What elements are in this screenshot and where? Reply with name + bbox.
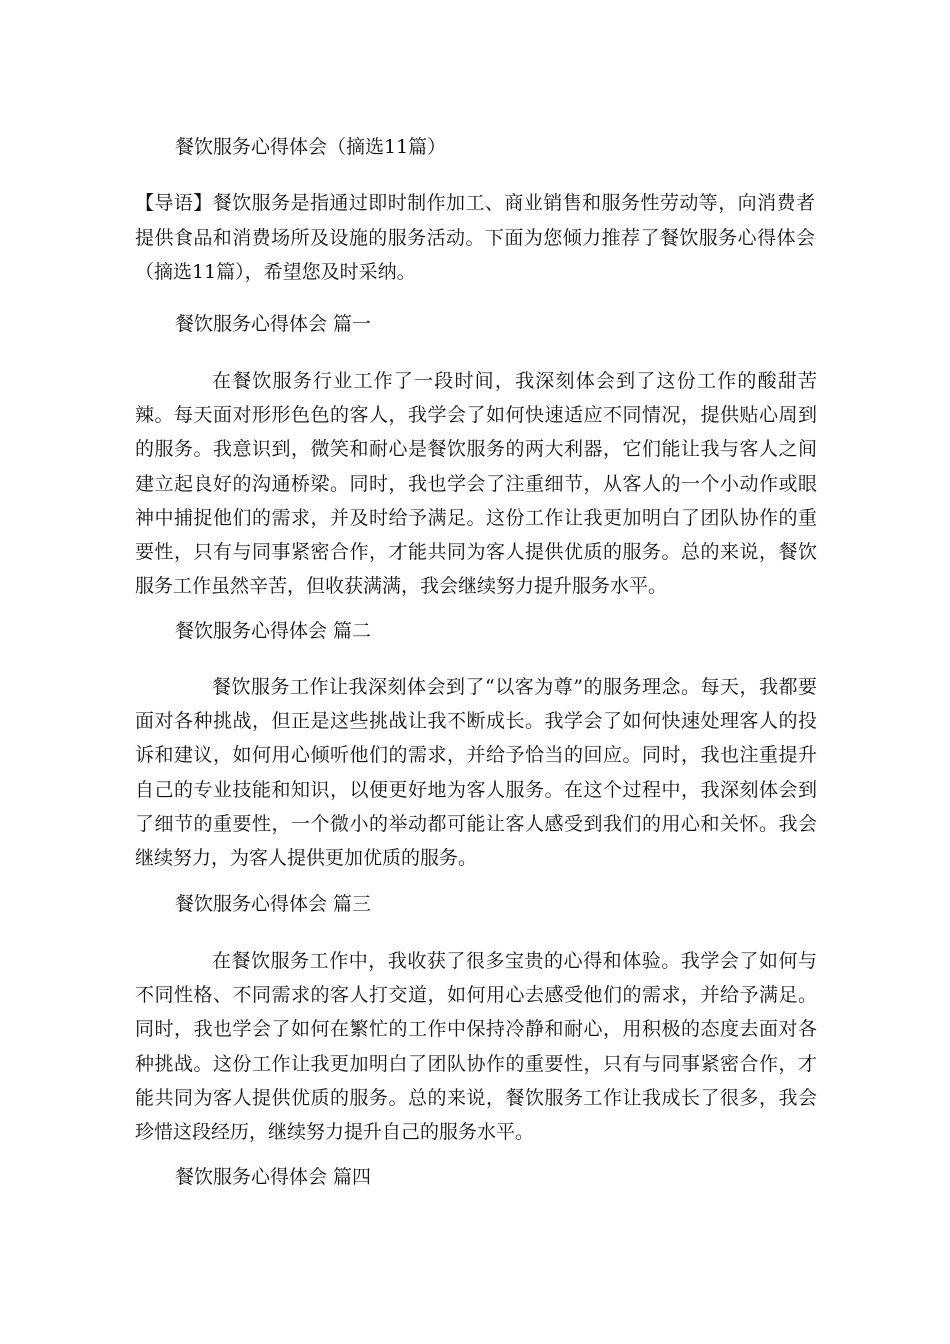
section-heading-4: 餐饮服务心得体会 篇四 <box>175 1166 372 1188</box>
section-body-3: 在餐饮服务工作中，我收获了很多宝贵的心得和体验。我学会了如何与不同性格、不同需求的客人打交道，如何用心去感受他们的需求，并给予满足。同时，我也学会了如何在繁忙的工作中保持冷静和耐心，用积极的态度去面对各种挑战。这份工作让我更加明白了团队协作的重要性，只有与同事紧密合作，才能共同为客人提供优质的服务。总的来说，餐饮服务工作让我成长了很多，我会珍惜这段经历，继续努力提升自己的服务水平。 <box>135 950 817 1144</box>
section-heading-1: 餐饮服务心得体会 篇一 <box>175 313 372 335</box>
document-title: 餐饮服务心得体会（摘选11篇） <box>175 136 447 158</box>
section-heading-3: 餐饮服务心得体会 篇三 <box>175 893 372 915</box>
intro-paragraph: 【导语】餐饮服务是指通过即时制作加工、商业销售和服务性劳动等，向消费者提供食品和消费场所及设施的服务活动。下面为您倾力推荐了餐饮服务心得体会（摘选11篇），希望您及时采纳。 <box>135 192 815 283</box>
section-body-1: 在餐饮服务行业工作了一段时间，我深刻体会到了这份工作的酸甜苦辣。每天面对形形色色的客人，我学会了如何快速适应不同情况，提供贴心周到的服务。我意识到，微笑和耐心是餐饮服务的两大利器，它们能让我与客人之间建立起良好的沟通桥梁。同时，我也学会了注重细节，从客人的一个小动作或眼神中捕捉他们的需求，并及时给予满足。这份工作让我更加明白了团队协作的重要性，只有与同事紧密合作，才能共同为客人提供优质的服务。总的来说，餐饮服务工作虽然辛苦，但收获满满，我会继续努力提升服务水平。 <box>135 370 817 598</box>
section-heading-2: 餐饮服务心得体会 篇二 <box>175 620 372 642</box>
section-body-2: 餐饮服务工作让我深刻体会到了“以客为尊”的服务理念。每天，我都要面对各种挑战，但正是这些挑战让我不断成长。我学会了如何快速处理客人的投诉和建议，如何用心倾听他们的需求，并给予恰当的回应。同时，我也注重提升自己的专业技能和知识，以便更好地为客人服务。在这个过程中，我深刻体会到了细节的重要性，一个微小的举动都可能让客人感受到我们的用心和关怀。我会继续努力，为客人提供更加优质的服务。 <box>135 676 817 870</box>
